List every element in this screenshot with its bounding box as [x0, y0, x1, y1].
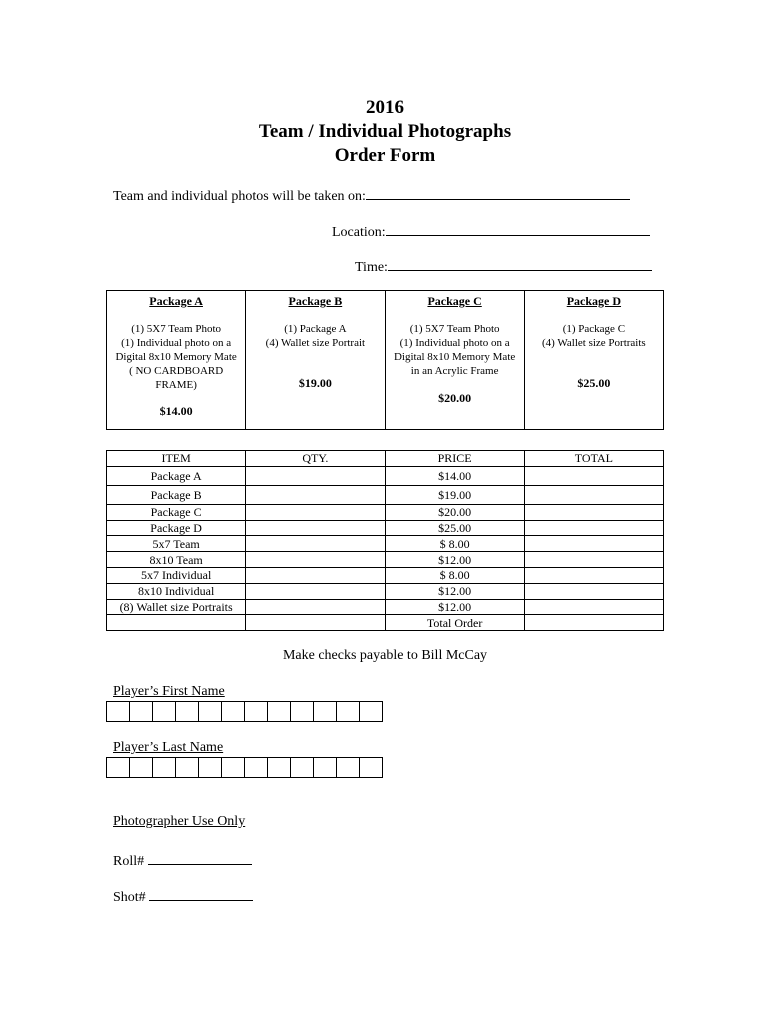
item-cell: 8x10 Individual [107, 583, 246, 599]
total-cell[interactable] [524, 485, 663, 504]
table-row [107, 567, 664, 583]
price-cell: $14.00 [385, 466, 524, 485]
table-header-row [107, 451, 664, 467]
qty-cell[interactable] [246, 583, 385, 599]
package-price: $19.00 [298, 376, 332, 390]
qty-cell[interactable] [246, 520, 385, 536]
package-price: $14.00 [159, 404, 193, 418]
packages-table [106, 290, 664, 430]
table-row [107, 536, 664, 552]
qty-cell[interactable] [246, 567, 385, 583]
package-name: Package B [288, 294, 343, 308]
package-line: Digital 8x10 Memory Mate [115, 351, 237, 363]
photographer-heading: Photographer Use Only [113, 814, 246, 829]
qty-cell[interactable] [246, 504, 385, 520]
location-label: Location: [332, 225, 386, 240]
item-cell: Package A [107, 466, 246, 485]
table-row [107, 599, 664, 615]
order-table [106, 450, 664, 631]
package-line: (1) Individual photo on a [399, 337, 510, 349]
item-cell: 5x7 Individual [107, 567, 246, 583]
total-order-label: Total Order [385, 615, 524, 631]
table-row [107, 466, 664, 485]
package-line: Digital 8x10 Memory Mate [393, 351, 516, 363]
package-line: (1) 5X7 Team Photo [131, 323, 222, 335]
photos-date-label: Team and individual photos will be taken on: [113, 189, 366, 204]
table-row [107, 552, 664, 568]
price-cell: $19.00 [385, 485, 524, 504]
price-cell: $ 8.00 [385, 536, 524, 552]
package-line: (1) Package C [562, 323, 626, 335]
last-name-boxes[interactable] [106, 757, 383, 778]
photos-date-field[interactable] [366, 185, 630, 200]
package-line: (4) Wallet size Portrait [265, 337, 366, 349]
total-cell[interactable] [524, 599, 663, 615]
total-cell[interactable] [524, 552, 663, 568]
qty-cell [246, 615, 385, 631]
package-line: (4) Wallet size Portraits [542, 337, 646, 349]
item-cell: (8) Wallet size Portraits [107, 599, 246, 615]
package-cell [385, 291, 524, 430]
payable-note: Make checks payable to Bill McCay [282, 648, 488, 663]
item-cell: Package C [107, 504, 246, 520]
total-cell[interactable] [524, 536, 663, 552]
package-cell [246, 291, 385, 430]
item-cell: Package B [107, 485, 246, 504]
package-line: FRAME) [155, 379, 197, 391]
package-price: $20.00 [438, 391, 472, 405]
item-cell [107, 615, 246, 631]
total-cell[interactable] [524, 504, 663, 520]
price-cell: $ 8.00 [385, 567, 524, 583]
qty-cell[interactable] [246, 536, 385, 552]
total-order-value[interactable] [524, 615, 663, 631]
roll-field[interactable] [148, 850, 252, 865]
column-header-price: PRICE [385, 451, 524, 467]
time-row [355, 256, 652, 276]
column-header-total: TOTAL [524, 451, 663, 467]
photos-date-row [113, 185, 630, 205]
total-cell[interactable] [524, 583, 663, 599]
package-line: (1) Package A [284, 323, 347, 335]
price-cell: $25.00 [385, 520, 524, 536]
package-line: (1) 5X7 Team Photo [409, 323, 500, 335]
form-subtitle: Order Form [334, 145, 436, 166]
qty-cell[interactable] [246, 466, 385, 485]
package-name: Package C [427, 294, 482, 308]
package-line: (1) Individual photo on a [121, 337, 232, 349]
form-title: Team / Individual Photographs [258, 121, 512, 142]
package-line: ( NO CARDBOARD [129, 365, 224, 377]
package-cell [524, 291, 663, 430]
column-header-item: ITEM [107, 451, 246, 467]
roll-row [113, 850, 252, 870]
total-cell[interactable] [524, 520, 663, 536]
package-name: Package A [149, 294, 203, 308]
package-line: in an Acrylic Frame [410, 365, 499, 377]
item-cell: Package D [107, 520, 246, 536]
location-row [332, 221, 650, 241]
shot-label: Shot# [113, 890, 146, 905]
table-row [107, 520, 664, 536]
total-cell[interactable] [524, 466, 663, 485]
first-name-boxes[interactable] [106, 701, 383, 722]
price-cell: $12.00 [385, 583, 524, 599]
package-cell [107, 291, 246, 430]
package-price: $25.00 [577, 376, 611, 390]
item-cell: 8x10 Team [107, 552, 246, 568]
roll-label: Roll# [113, 854, 145, 869]
table-row [107, 504, 664, 520]
time-label: Time: [355, 260, 388, 275]
form-year: 2016 [366, 97, 404, 118]
price-cell: $20.00 [385, 504, 524, 520]
price-cell: $12.00 [385, 599, 524, 615]
total-cell[interactable] [524, 567, 663, 583]
last-name-label: Player’s Last Name [113, 740, 224, 755]
package-name: Package D [566, 294, 622, 308]
price-cell: $12.00 [385, 552, 524, 568]
qty-cell[interactable] [246, 485, 385, 504]
total-order-row [107, 615, 664, 631]
table-row [107, 583, 664, 599]
table-row [107, 485, 664, 504]
qty-cell[interactable] [246, 599, 385, 615]
time-field[interactable] [388, 256, 652, 271]
shot-field[interactable] [149, 886, 253, 901]
qty-cell[interactable] [246, 552, 385, 568]
location-field[interactable] [386, 221, 650, 236]
shot-row [113, 886, 253, 906]
column-header-qty: QTY. [246, 451, 385, 467]
first-name-label: Player’s First Name [113, 684, 225, 699]
item-cell: 5x7 Team [107, 536, 246, 552]
